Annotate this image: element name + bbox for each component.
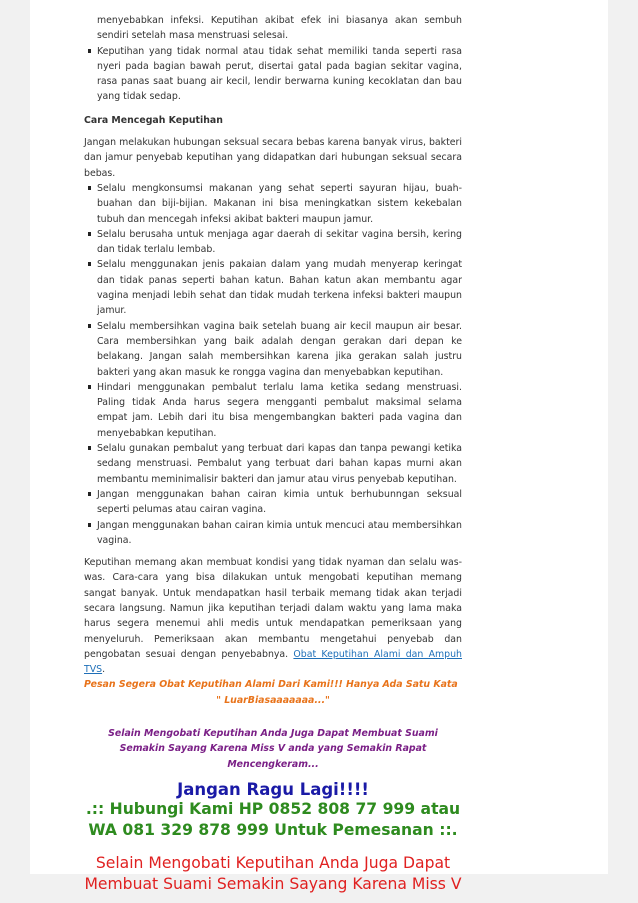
list-item: Keputihan yang tidak normal atau tidak sehat memiliki tanda seperti rasa nyeri pada bagian bawah perut, disertai gatal pada bagian sekitar vagina, rasa panas saat buang air kecil, lendir berwarna kuning kecoklatan dan bau yang tidak sedap. bbox=[84, 44, 462, 105]
list-item: Jangan menggunakan bahan cairan kimia untuk mencuci atau membersihkan vagina. bbox=[84, 518, 462, 549]
intro-list bbox=[84, 13, 462, 105]
list-item: Jangan menggunakan bahan cairan kimia untuk berhubunngan seksual seperti pelumas atau cairan vagina. bbox=[84, 487, 462, 518]
prevention-list bbox=[84, 181, 462, 548]
closing-period: . bbox=[102, 664, 106, 676]
list-item: Selalu menggunakan jenis pakaian dalam yang mudah menyerap keringat dan tidak panas seperti bahan katun. Bahan katun akan membantu agar vagina menjadi lebih sehat dan tidak mudah terkena infeksi bakteri maupun jamur. bbox=[84, 257, 462, 318]
promo-quote: " LuarBiasaaaaaaa..." bbox=[216, 694, 330, 706]
promo-purple-text: Selain Mengobati Keputihan Anda Juga Dapat Membuat Suami Semakin Sayang Karena Miss V anda yang Semakin Rapat Mencengkeram... bbox=[108, 728, 438, 770]
document-page bbox=[30, 0, 608, 893]
list-item-continuation: menyebabkan infeksi. Keputihan akibat efek ini biasanya akan sembuh sendiri setelah masa menstruasi selesai. bbox=[97, 15, 462, 42]
product-link[interactable]: Obat Keputihan Alami dan Ampuh TVS bbox=[84, 648, 462, 676]
promo-order-line: Pesan Segera Obat Keputihan Alami Dari Kami!!! Hanya Ada Satu Kata bbox=[84, 679, 458, 691]
document-content bbox=[84, 13, 462, 895]
closing-text: Keputihan memang akan membuat kondisi yang tidak nyaman dan selalu was-was. Cara-cara yang bisa dilakukan untuk mengobati keputihan memang sangat banyak. Untuk mendapatkan hasil terbaik memang tidak akan terjadi secara langsung. Namun jika keputihan terjadi dalam waktu yang lama maka harus segera menemui ahli medis untuk mendapatkan pemeriksaan yang menyeluruh. Pemeriksaan akan membantu mengetahui penyebab dan pengobatan sesuai dengan penyebabnya. bbox=[84, 557, 462, 660]
list-item: Selalu mengkonsumsi makanan yang sehat seperti sayuran hijau, buah-buahan dan biji-bijian. Makanan ini bisa meningkatkan sistem kekebalan tubuh dan mencegah infeksi akibat bakteri maupun jamur. bbox=[84, 181, 462, 227]
promo-red-text: Selain Mengobati Keputihan Anda Juga Dapat Membuat Suami Semakin Sayang Karena Miss V bbox=[84, 853, 462, 893]
list-item: Hindari menggunakan pembalut terlalu lama ketika sedang menstruasi. Paling tidak Anda harus segera mengganti pembalut maksimal selama empat jam. Lebih dari itu bisa mengembangkan bakteri pada vagina dan menyebabkan keputihan. bbox=[84, 380, 462, 441]
section-heading: Cara Mencegah Keputihan bbox=[84, 114, 223, 126]
section-intro-paragraph: Jangan melakukan hubungan seksual secara bebas karena banyak virus, bakteri dan jamur penyebab keputihan yang didapatkan dari hubungan seksual secara bebas. bbox=[84, 137, 462, 179]
list-item: Selalu gunakan pembalut yang terbuat dari kapas dan tanpa pewangi ketika sedang menstruasi. Pembalut yang terbuat dari bahan kapas murni akan membantu meminimalisir bakteri dan jamur atau virus penyebab keputihan. bbox=[84, 441, 462, 487]
promo-contact-line: .:: Hubungi Kami HP 0852 808 77 999 atau WA 081 329 878 999 Untuk Pemesanan ::. bbox=[85, 799, 461, 839]
list-item: Selalu membersihkan vagina baik setelah buang air kecil maupun air besar. Cara membersihkan yang baik adalah dengan gerakan dari depan ke belakang. Jangan salah membersihkan karena jika gerakan salah justru bakteri yang akan masuk ke rongga vagina dan menyebabkan keputihan. bbox=[84, 319, 462, 380]
list-item: Selalu berusaha untuk menjaga agar daerah di sekitar vagina bersih, kering dan tidak terlalu lembab. bbox=[84, 227, 462, 258]
promo-call-to-action: Jangan Ragu Lagi!!!! bbox=[177, 779, 369, 799]
closing-paragraph bbox=[84, 555, 462, 677]
